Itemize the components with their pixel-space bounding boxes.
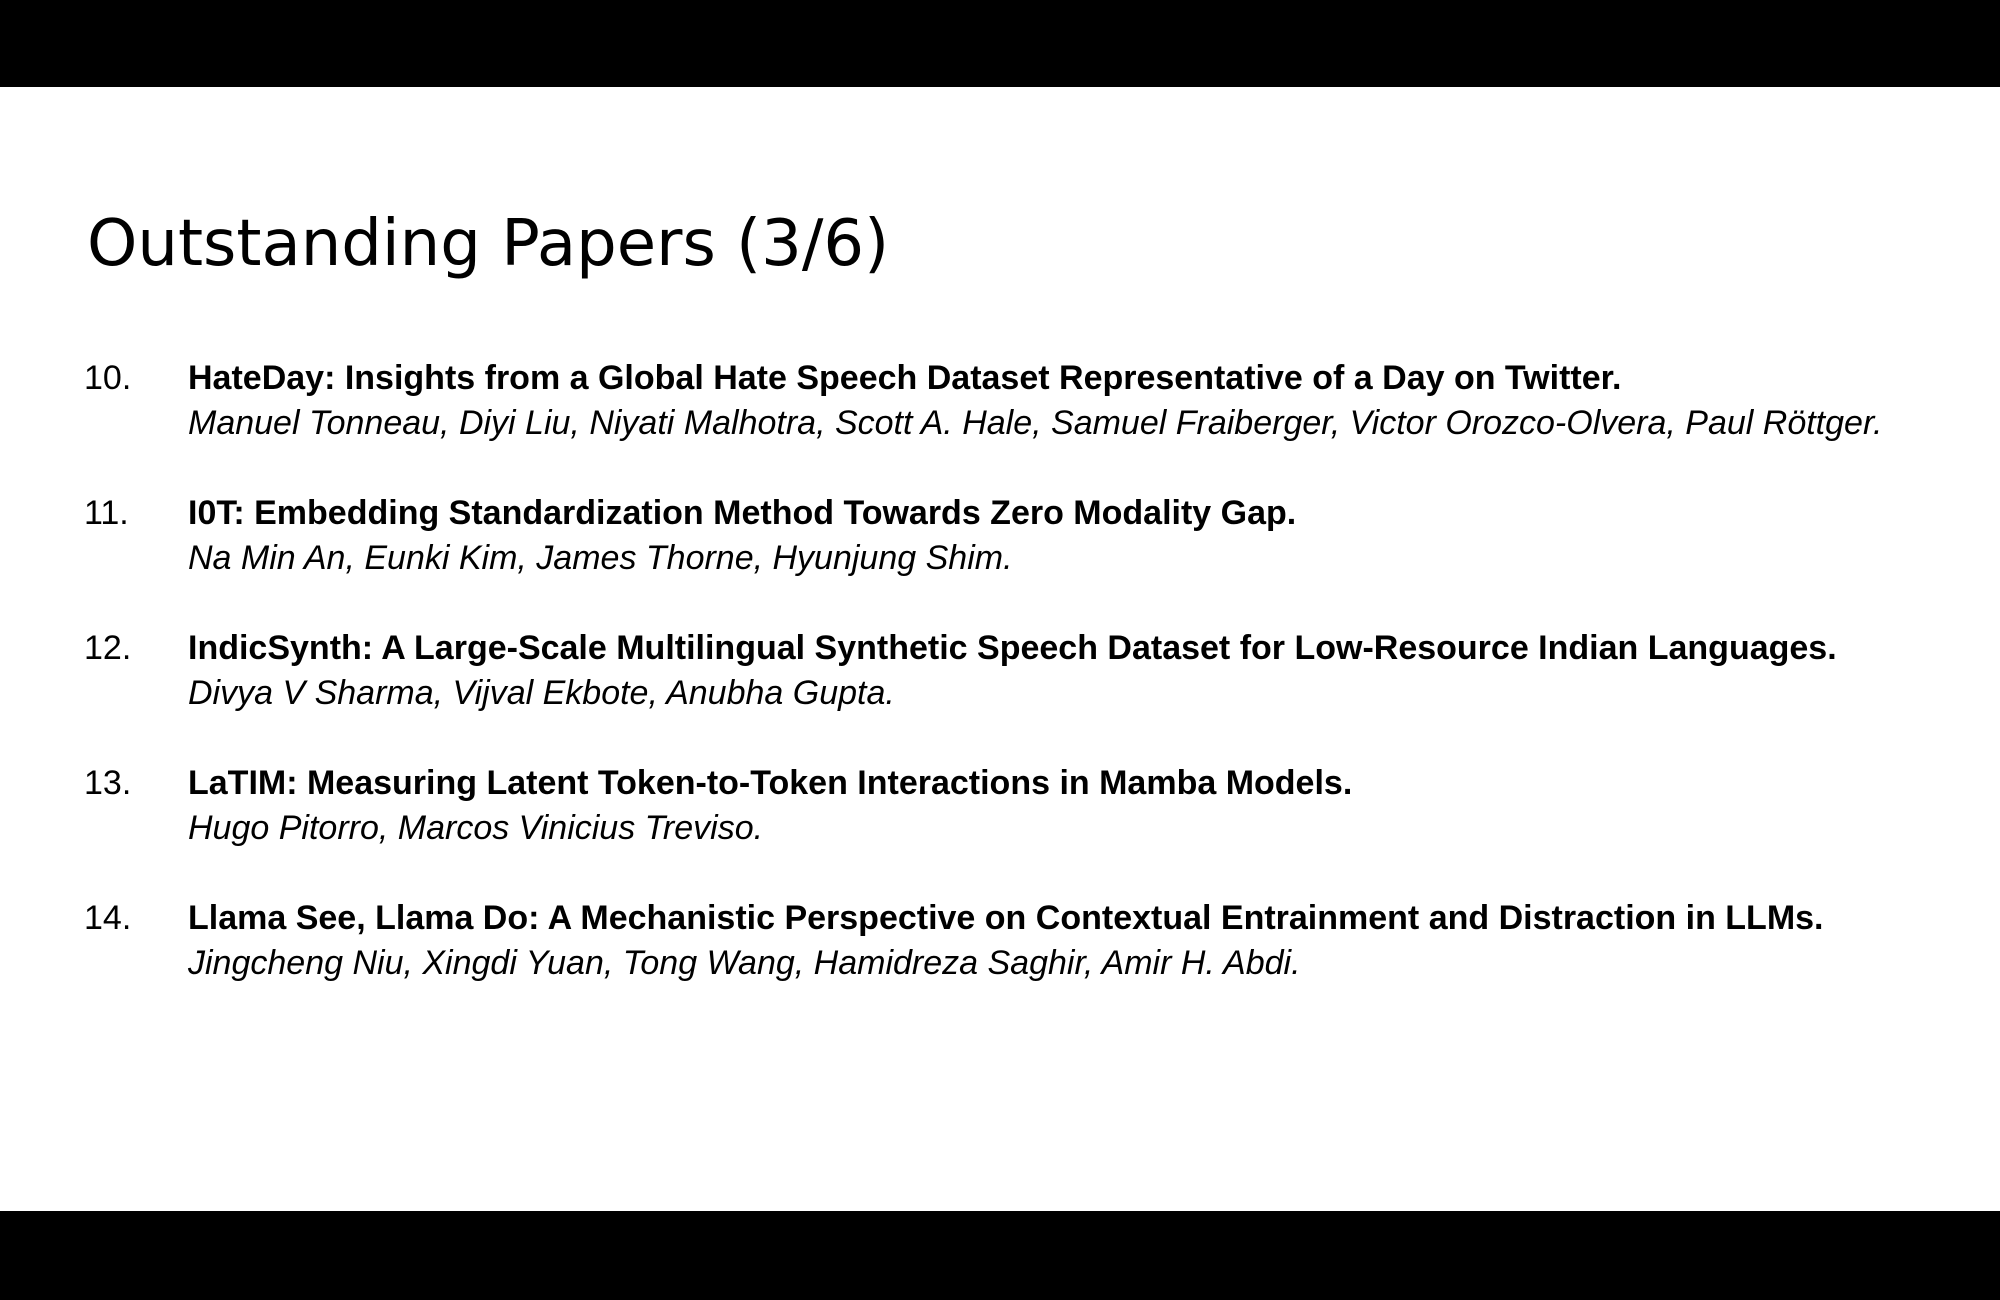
paper-number: 14. [84, 899, 132, 937]
paper-authors: Jingcheng Niu, Xingdi Yuan, Tong Wang, Hamidreza Saghir, Amir H. Abdi. [188, 944, 1301, 982]
paper-number: 10. [84, 359, 132, 397]
list-item [84, 761, 1964, 851]
list-item [84, 896, 1964, 986]
paper-authors: Manuel Tonneau, Diyi Liu, Niyati Malhotra, Scott A. Hale, Samuel Fraiberger, Victor Orozco-Olvera, Paul Röttger. [188, 404, 1883, 442]
slide-title: Outstanding Papers (3/6) [87, 207, 890, 281]
paper-title: LaTIM: Measuring Latent Token-to-Token Interactions in Mamba Models. [188, 764, 1353, 802]
paper-number: 11. [84, 494, 129, 532]
paper-number: 12. [84, 629, 132, 667]
paper-title: IndicSynth: A Large-Scale Multilingual Synthetic Speech Dataset for Low-Resource Indian Languages. [188, 629, 1837, 667]
slide [0, 87, 2000, 1211]
list-item [84, 626, 1964, 716]
paper-authors: Hugo Pitorro, Marcos Vinicius Treviso. [188, 809, 764, 847]
letterbox-bottom [0, 1211, 2000, 1300]
paper-authors: Na Min An, Eunki Kim, James Thorne, Hyunjung Shim. [188, 539, 1013, 577]
paper-authors: Divya V Sharma, Vijval Ekbote, Anubha Gupta. [188, 674, 895, 712]
paper-title: I0T: Embedding Standardization Method Towards Zero Modality Gap. [188, 494, 1297, 532]
paper-list [84, 356, 1964, 1031]
letterbox-top [0, 0, 2000, 87]
list-item [84, 356, 1964, 446]
paper-number: 13. [84, 764, 132, 802]
paper-title: HateDay: Insights from a Global Hate Speech Dataset Representative of a Day on Twitter. [188, 359, 1622, 397]
list-item [84, 491, 1964, 581]
paper-title: Llama See, Llama Do: A Mechanistic Perspective on Contextual Entrainment and Distraction in LLMs. [188, 899, 1824, 937]
